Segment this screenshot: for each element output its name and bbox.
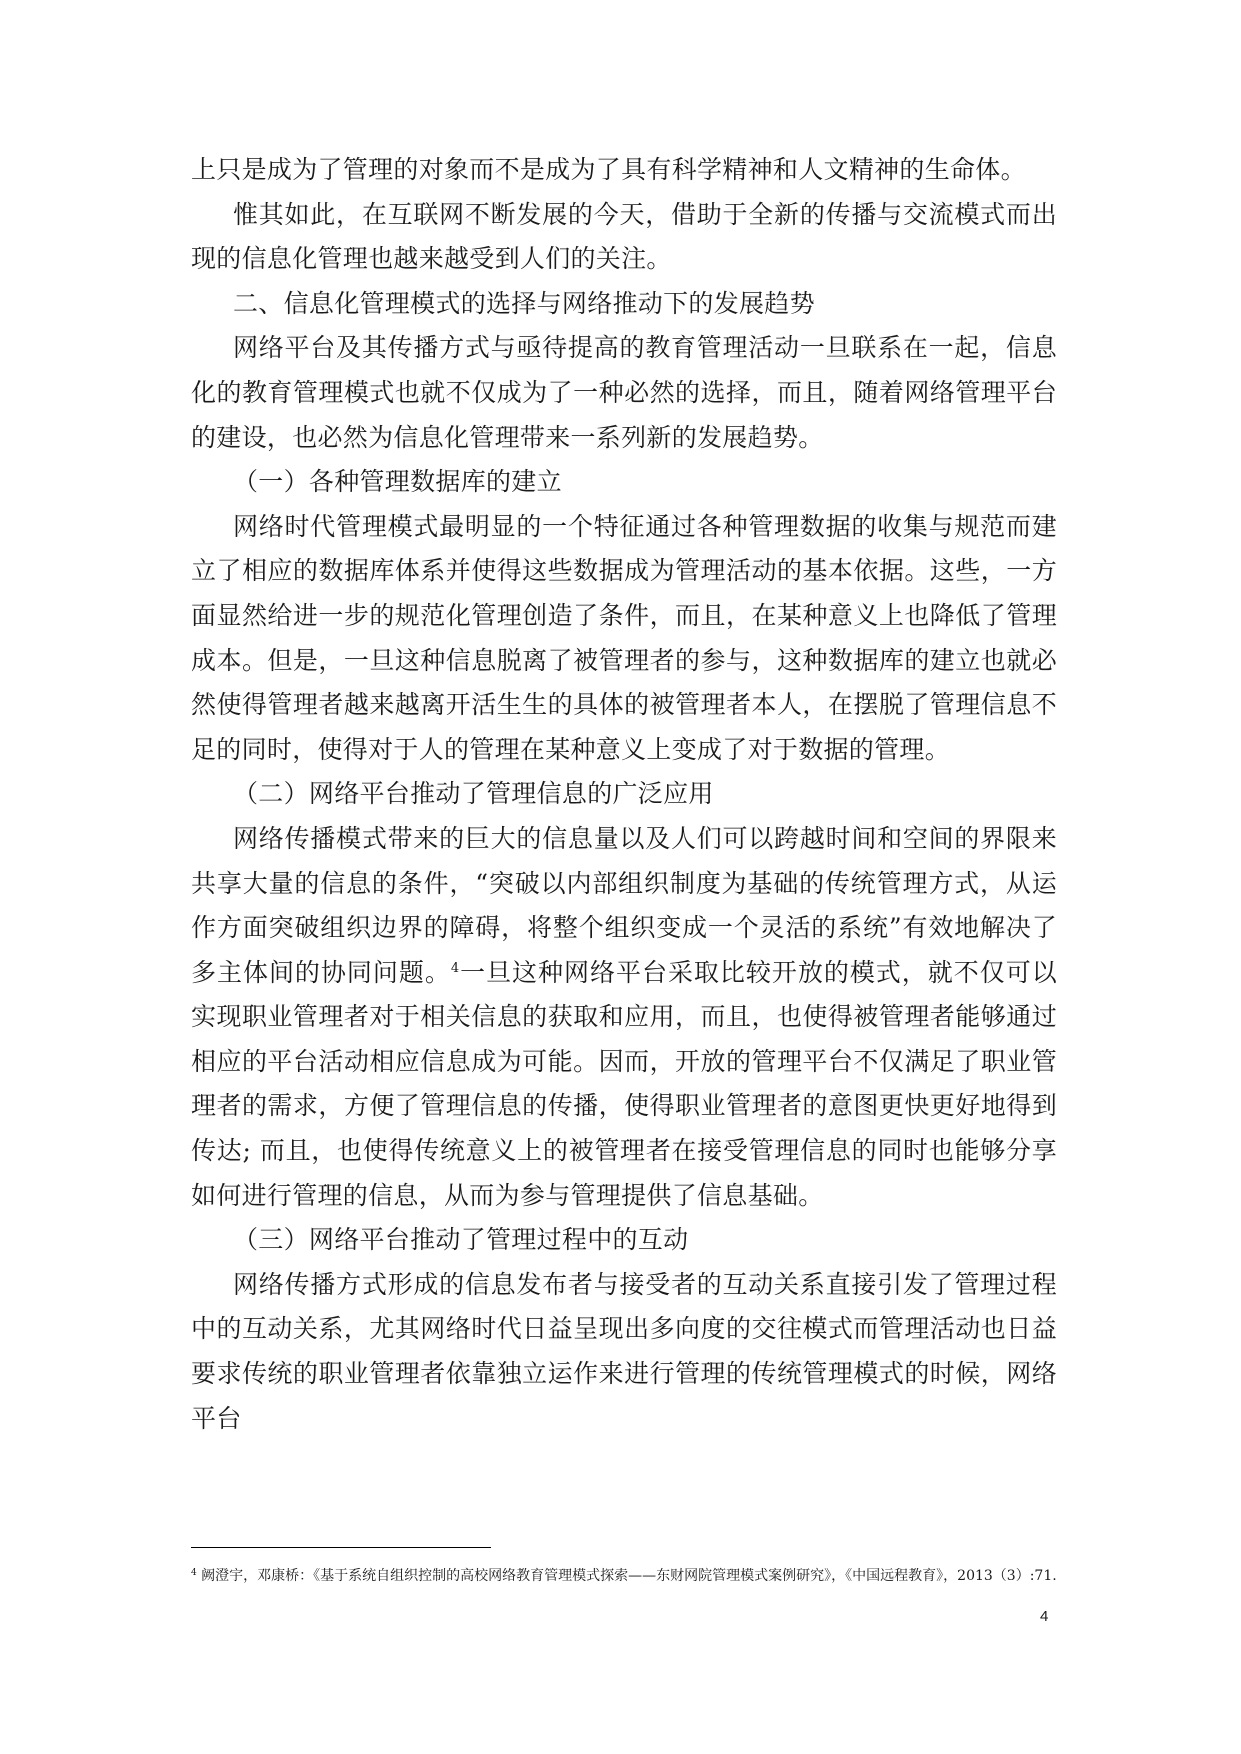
subsection-heading-3: （三）网络平台推动了管理过程中的互动 <box>233 1225 689 1255</box>
footnote <box>191 1565 1057 1587</box>
footnote-reference[interactable]: 4 <box>450 960 460 976</box>
paragraph: 网络时代管理模式最明显的一个特征通过各种管理数据的收集与规范而建立了相应的数据库体系并使得这些数据成为管理活动的基本依据。这些，一方面显然给进一步的规范化管理创造了条件，而且，在某种意义上也降低了管理成本。但是，一旦这种信息脱离了被管理者的参与，这种数据库的建立也就必然使得管理者越来越离开活生生的具体的被管理者本人，在摆脱了管理信息不足的同时，使得对于人的管理在某种意义上变成了对于数据的管理。 <box>191 511 1057 764</box>
paragraph: 惟其如此，在互联网不断发展的今天，借助于全新的传播与交流模式而出现的信息化管理也越来越受到人们的关注。 <box>191 199 1057 274</box>
paragraph-part-b: 一旦这种网络平台采取比较开放的模式，就不仅可以实现职业管理者对于相关信息的获取和应用，而且，也使得被管理者能够通过相应的平台活动相应信息成为可能。因而，开放的管理平台不仅满足了职业管理者的需求，方便了管理信息的传播，使得职业管理者的意图更快更好地得到传达; 而且，也使得传统意义上的被管理者在接受管理信息的同时也能够分享如何进行管理的信息，从而为参与管理提供了信息基础。 <box>191 957 1057 1210</box>
paragraph: 网络传播方式形成的信息发布者与接受者的互动关系直接引发了管理过程中的互动关系，尤其网络时代日益呈现出多向度的交往模式而管理活动也日益要求传统的职业管理者依靠独立运作来进行管理的传统管理模式的时候，网络平台 <box>191 1269 1057 1433</box>
footnote-text: 阙澄宇，邓康桥：《基于系统自组织控制的高校网络教育管理模式探索——东财网院管理模式案例研究》，《中国远程教育》，2013（3）:71. <box>196 1568 1057 1584</box>
footnote-separator <box>191 1547 491 1548</box>
footnote-marker: 4 <box>191 1568 197 1578</box>
body-text <box>191 148 1057 1441</box>
subsection-heading-2: （二）网络平台推动了管理信息的广泛应用 <box>233 779 714 809</box>
paragraph: 网络平台及其传播方式与亟待提高的教育管理活动一旦联系在一起，信息化的教育管理模式也就不仅成为了一种必然的选择，而且，随着网络管理平台的建设，也必然为信息化管理带来一系列新的发展趋势。 <box>191 333 1057 452</box>
paragraph-continued: 上只是成为了管理的对象而不是成为了具有科学精神和人文精神的生命体。 <box>191 155 1026 184</box>
paragraph-part-a: 网络传播模式带来的巨大的信息量以及人们可以跨越时间和空间的界限来共享大量的信息的条件，“突破以内部组织制度为基础的传统管理方式，从运作方面突破组织边界的障碍，将整个组织变成一个灵活的系统”有效地解决了多主体间的协同问题。 <box>191 823 1057 987</box>
page-number: 4 <box>1040 1608 1049 1625</box>
section-heading: 二、信息化管理模式的选择与网络推动下的发展趋势 <box>233 288 815 318</box>
subsection-heading-1: （一）各种管理数据库的建立 <box>233 467 562 497</box>
paragraph-with-footnote <box>191 817 1057 1218</box>
